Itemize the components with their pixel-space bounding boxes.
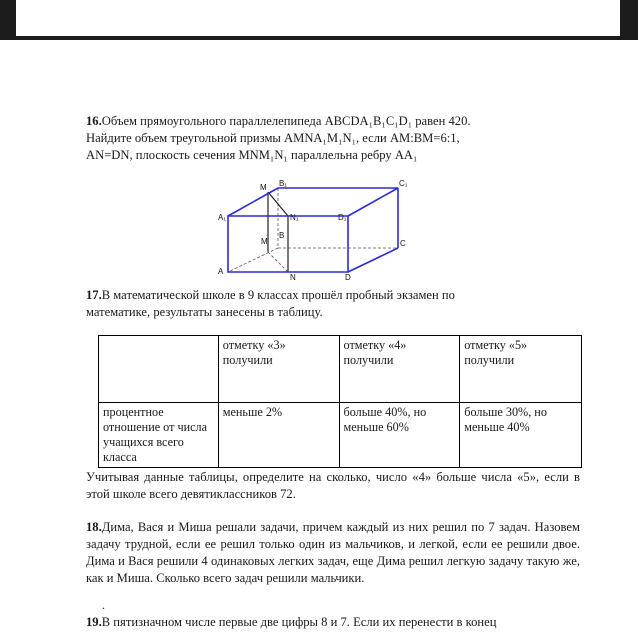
- table-row: [99, 403, 582, 468]
- label-m: M: [261, 237, 268, 246]
- problem-16: [86, 113, 580, 164]
- table-cell: [99, 336, 219, 403]
- label-a1: A₁: [218, 213, 227, 222]
- problem-18-text: Дима, Вася и Миша решали задачи, причем каждый из них решил по 7 задач. Назовем задачу трудной, если ее решил только один из мальчиков, и легкой, если ее решили двое. Дима и Вася решили 4 одинаковых легких задач, еще Дима решил легкую задачу такую же, как и Миша. Сколько всего задач решили мальчики.: [86, 520, 580, 585]
- label-d1: D₁: [338, 213, 347, 222]
- table-cell: больше 40%, но меньше 60%: [339, 403, 460, 468]
- edge-dc: [348, 248, 398, 272]
- table-cell: отметку «4» получили: [339, 336, 460, 403]
- problem-17-line-2: математике, результаты занесены в таблицу.: [86, 305, 323, 319]
- label-b: B: [279, 231, 285, 240]
- problem-17-question: Учитывая данные таблицы, определите на сколько, число «4» больше числа «5», если в этой школе всего девятиклассников 72.: [86, 470, 580, 501]
- parallelepiped-figure: [210, 176, 420, 280]
- table-cell: больше 30%, но меньше 40%: [460, 403, 582, 468]
- previous-page-bottom: [16, 0, 620, 36]
- problem-17-line-1: 17.В математической школе в 9 классах прошёл пробный экзамен по: [86, 288, 455, 302]
- label-d: D: [345, 273, 351, 280]
- problem-17: [86, 287, 580, 321]
- problem-16-number: 16.: [86, 114, 102, 128]
- problem-18: [86, 519, 580, 587]
- problem-19-number: 19.: [86, 615, 102, 629]
- table-cell: отметку «3» получили: [218, 336, 339, 403]
- label-a: A: [218, 267, 224, 276]
- problem-16-line-2: Найдите объем треугольной призмы AMNA₁M₁N₁, если AM:BM=6:1,: [86, 131, 460, 145]
- problem-16-line-3: AN=DN, плоскость сечения MNM₁N₁ параллельна ребру AA₁: [86, 148, 418, 162]
- table-cell: процентное отношение от числа учащихся всего класса: [99, 403, 219, 468]
- problem-19-text: В пятизначном числе первые две цифры 8 и 7. Если их перенести в конец: [101, 615, 497, 629]
- results-table: [98, 335, 582, 468]
- separator-dot: .: [102, 598, 105, 612]
- label-n1: N₁: [290, 213, 299, 222]
- edge-d1c1: [348, 188, 398, 216]
- problem-19: [86, 614, 580, 631]
- edge-mn-hidden: [268, 252, 288, 272]
- table-header-row: [99, 336, 582, 403]
- label-c: C: [400, 239, 406, 248]
- edge-a1b1: [228, 188, 278, 216]
- label-c1: C₁: [399, 179, 408, 188]
- edge-ab-hidden: [228, 248, 278, 272]
- problem-16-line-1: 16.Объем прямоугольного параллелепипеда ABCDA₁B₁C₁D₁ равен 420.: [86, 114, 471, 128]
- label-n: N: [290, 273, 296, 280]
- table-cell: меньше 2%: [218, 403, 339, 468]
- problem-18-number: 18.: [86, 520, 102, 534]
- label-m1: M: [260, 183, 267, 192]
- table-cell: отметку «5» получили: [460, 336, 582, 403]
- label-b1: B₁: [279, 179, 288, 188]
- problem-17-number: 17.: [86, 288, 102, 302]
- top-dark-border: [0, 0, 638, 40]
